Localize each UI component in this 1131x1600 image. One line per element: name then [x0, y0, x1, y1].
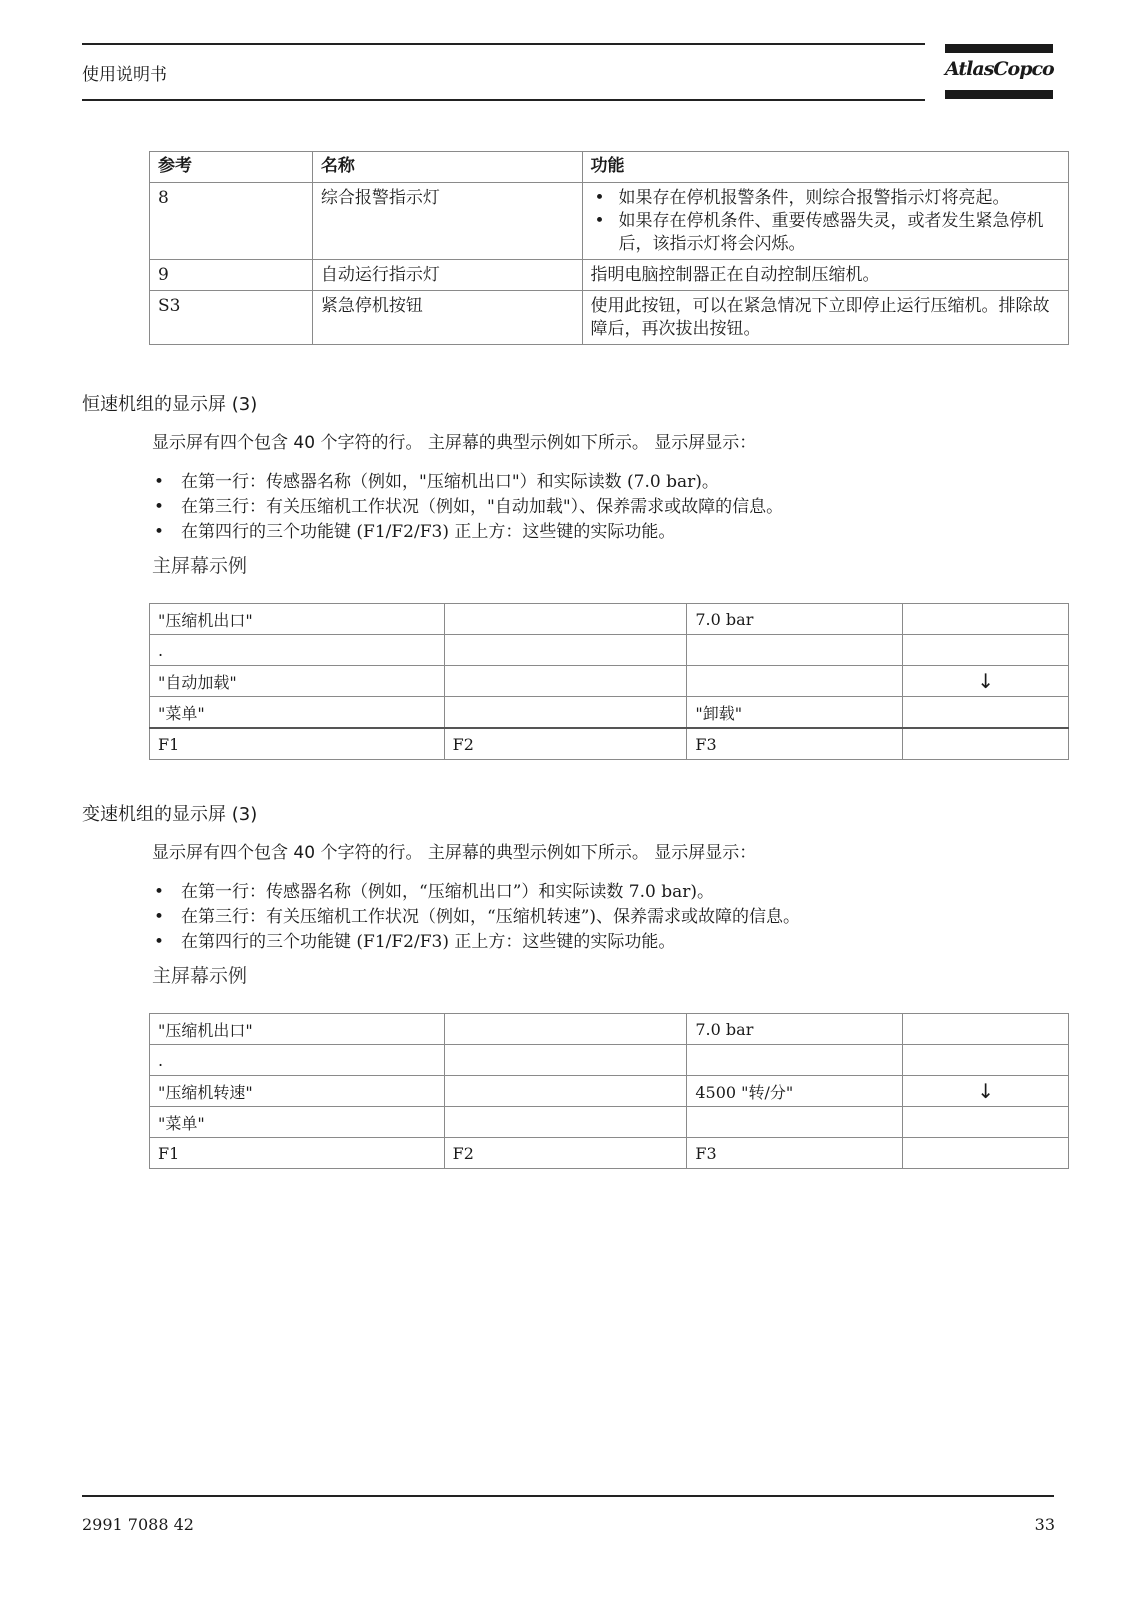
section-intro: 显示屏有四个包含 40 个字符的行。 主屏幕的典型示例如下所示。 显示屏显示： [152, 843, 757, 863]
bullet-list [152, 880, 800, 955]
screen-cell [444, 1107, 687, 1138]
table-row [150, 183, 1069, 260]
manual-title: 使用说明书 [82, 65, 167, 85]
screen-cell [687, 1045, 903, 1076]
example-label: 主屏幕示例 [152, 555, 248, 577]
reference-table [149, 151, 1069, 345]
screen-cell: "压缩机转速" [150, 1076, 445, 1107]
name-cell: 综合报警指示灯 [312, 183, 582, 260]
screen-cell: "压缩机出口" [150, 1014, 445, 1045]
screen-cell [687, 1107, 903, 1138]
screen-cell: "卸载" [687, 697, 903, 729]
name-cell: 自动运行指示灯 [312, 260, 582, 291]
ref-cell: S3 [150, 291, 313, 345]
table-row [150, 291, 1069, 345]
screen-cell [903, 1014, 1069, 1045]
screen-row [150, 697, 1069, 729]
page-number: 33 [1034, 1515, 1055, 1534]
screen-cell [444, 604, 687, 635]
list-item: • 在第四行的三个功能键 (F1/F2/F3) 正上方：这些键的实际功能。 [152, 520, 783, 545]
function-key-f1: F1 [150, 1138, 445, 1169]
screen-cell [903, 635, 1069, 666]
down-arrow-icon: ↓ [903, 1076, 1069, 1107]
screen-cell [903, 1138, 1069, 1169]
screen-cell [444, 1076, 687, 1107]
document-number: 2991 7088 42 [82, 1515, 194, 1534]
screen-row [150, 1014, 1069, 1045]
function-key-f3: F3 [687, 728, 903, 760]
function-key-f3: F3 [687, 1138, 903, 1169]
column-header-name: 名称 [312, 152, 582, 183]
column-header-ref: 参考 [150, 152, 313, 183]
screen-row [150, 666, 1069, 697]
list-item: • 在第一行：传感器名称（例如，"压缩机出口"）和实际读数 (7.0 bar)。 [152, 470, 783, 495]
screen-cell: . [150, 1045, 445, 1076]
function-key-row [150, 1138, 1069, 1169]
screen-cell [903, 1045, 1069, 1076]
function-key-row [150, 728, 1069, 760]
screen-cell [903, 697, 1069, 729]
screen-row [150, 1045, 1069, 1076]
list-item: • 在第四行的三个功能键 (F1/F2/F3) 正上方：这些键的实际功能。 [152, 930, 800, 955]
ref-cell: 8 [150, 183, 313, 260]
footer-rule [82, 1495, 1054, 1497]
screen-row [150, 1107, 1069, 1138]
function-bullet: • 如果存在停机报警条件，则综合报警指示灯将亮起。 [619, 187, 1060, 210]
function-key-f1: F1 [150, 728, 445, 760]
function-key-f2: F2 [444, 728, 687, 760]
screen-cell [903, 728, 1069, 760]
screen-row [150, 1076, 1069, 1107]
screen-cell [444, 697, 687, 729]
screen-cell [687, 635, 903, 666]
example-label: 主屏幕示例 [152, 965, 248, 987]
atlas-copco-logo: AtlasCopco [945, 44, 1053, 100]
screen-cell: "菜单" [150, 697, 445, 729]
function-cell: 指明电脑控制器正在自动控制压缩机。 [582, 260, 1068, 291]
screen-cell [444, 1045, 687, 1076]
screen-cell: . [150, 635, 445, 666]
header-bottom-rule [82, 99, 925, 101]
screen-example-table [149, 603, 1069, 760]
screen-cell [444, 666, 687, 697]
screen-example-table [149, 1013, 1069, 1169]
screen-cell: 7.0 bar [687, 1014, 903, 1045]
table-row [150, 260, 1069, 291]
bullet-list [152, 470, 783, 545]
screen-cell [903, 1107, 1069, 1138]
name-cell: 紧急停机按钮 [312, 291, 582, 345]
ref-cell: 9 [150, 260, 313, 291]
section-intro: 显示屏有四个包含 40 个字符的行。 主屏幕的典型示例如下所示。 显示屏显示： [152, 433, 757, 453]
function-bullet: • 如果存在停机条件、重要传感器失灵，或者发生紧急停机后，该指示灯将会闪烁。 [619, 210, 1060, 256]
function-key-f2: F2 [444, 1138, 687, 1169]
screen-cell: "菜单" [150, 1107, 445, 1138]
screen-cell [444, 635, 687, 666]
list-item: • 在第三行：有关压缩机工作状况（例如，"自动加载"）、保养需求或故障的信息。 [152, 495, 783, 520]
function-cell: 使用此按钮，可以在紧急情况下立即停止运行压缩机。排除故障后，再次拔出按钮。 [582, 291, 1068, 345]
section-title-fixed-speed: 恒速机组的显示屏 (3) [82, 394, 258, 415]
screen-cell: "自动加载" [150, 666, 445, 697]
screen-cell: 7.0 bar [687, 604, 903, 635]
section-title-variable-speed: 变速机组的显示屏 (3) [82, 804, 258, 825]
screen-cell: 4500 "转/分" [687, 1076, 903, 1107]
list-item: • 在第一行：传感器名称（例如，“压缩机出口”）和实际读数 7.0 bar)。 [152, 880, 800, 905]
screen-row [150, 604, 1069, 635]
screen-row [150, 635, 1069, 666]
header-top-rule [82, 43, 925, 45]
list-item: • 在第三行：有关压缩机工作状况（例如，“压缩机转速”)、保养需求或故障的信息。 [152, 905, 800, 930]
column-header-function: 功能 [582, 152, 1068, 183]
screen-cell: "压缩机出口" [150, 604, 445, 635]
screen-cell [687, 666, 903, 697]
table-header-row [150, 152, 1069, 183]
screen-cell [903, 604, 1069, 635]
screen-cell [444, 1014, 687, 1045]
down-arrow-icon: ↓ [903, 666, 1069, 697]
function-cell [582, 183, 1068, 260]
